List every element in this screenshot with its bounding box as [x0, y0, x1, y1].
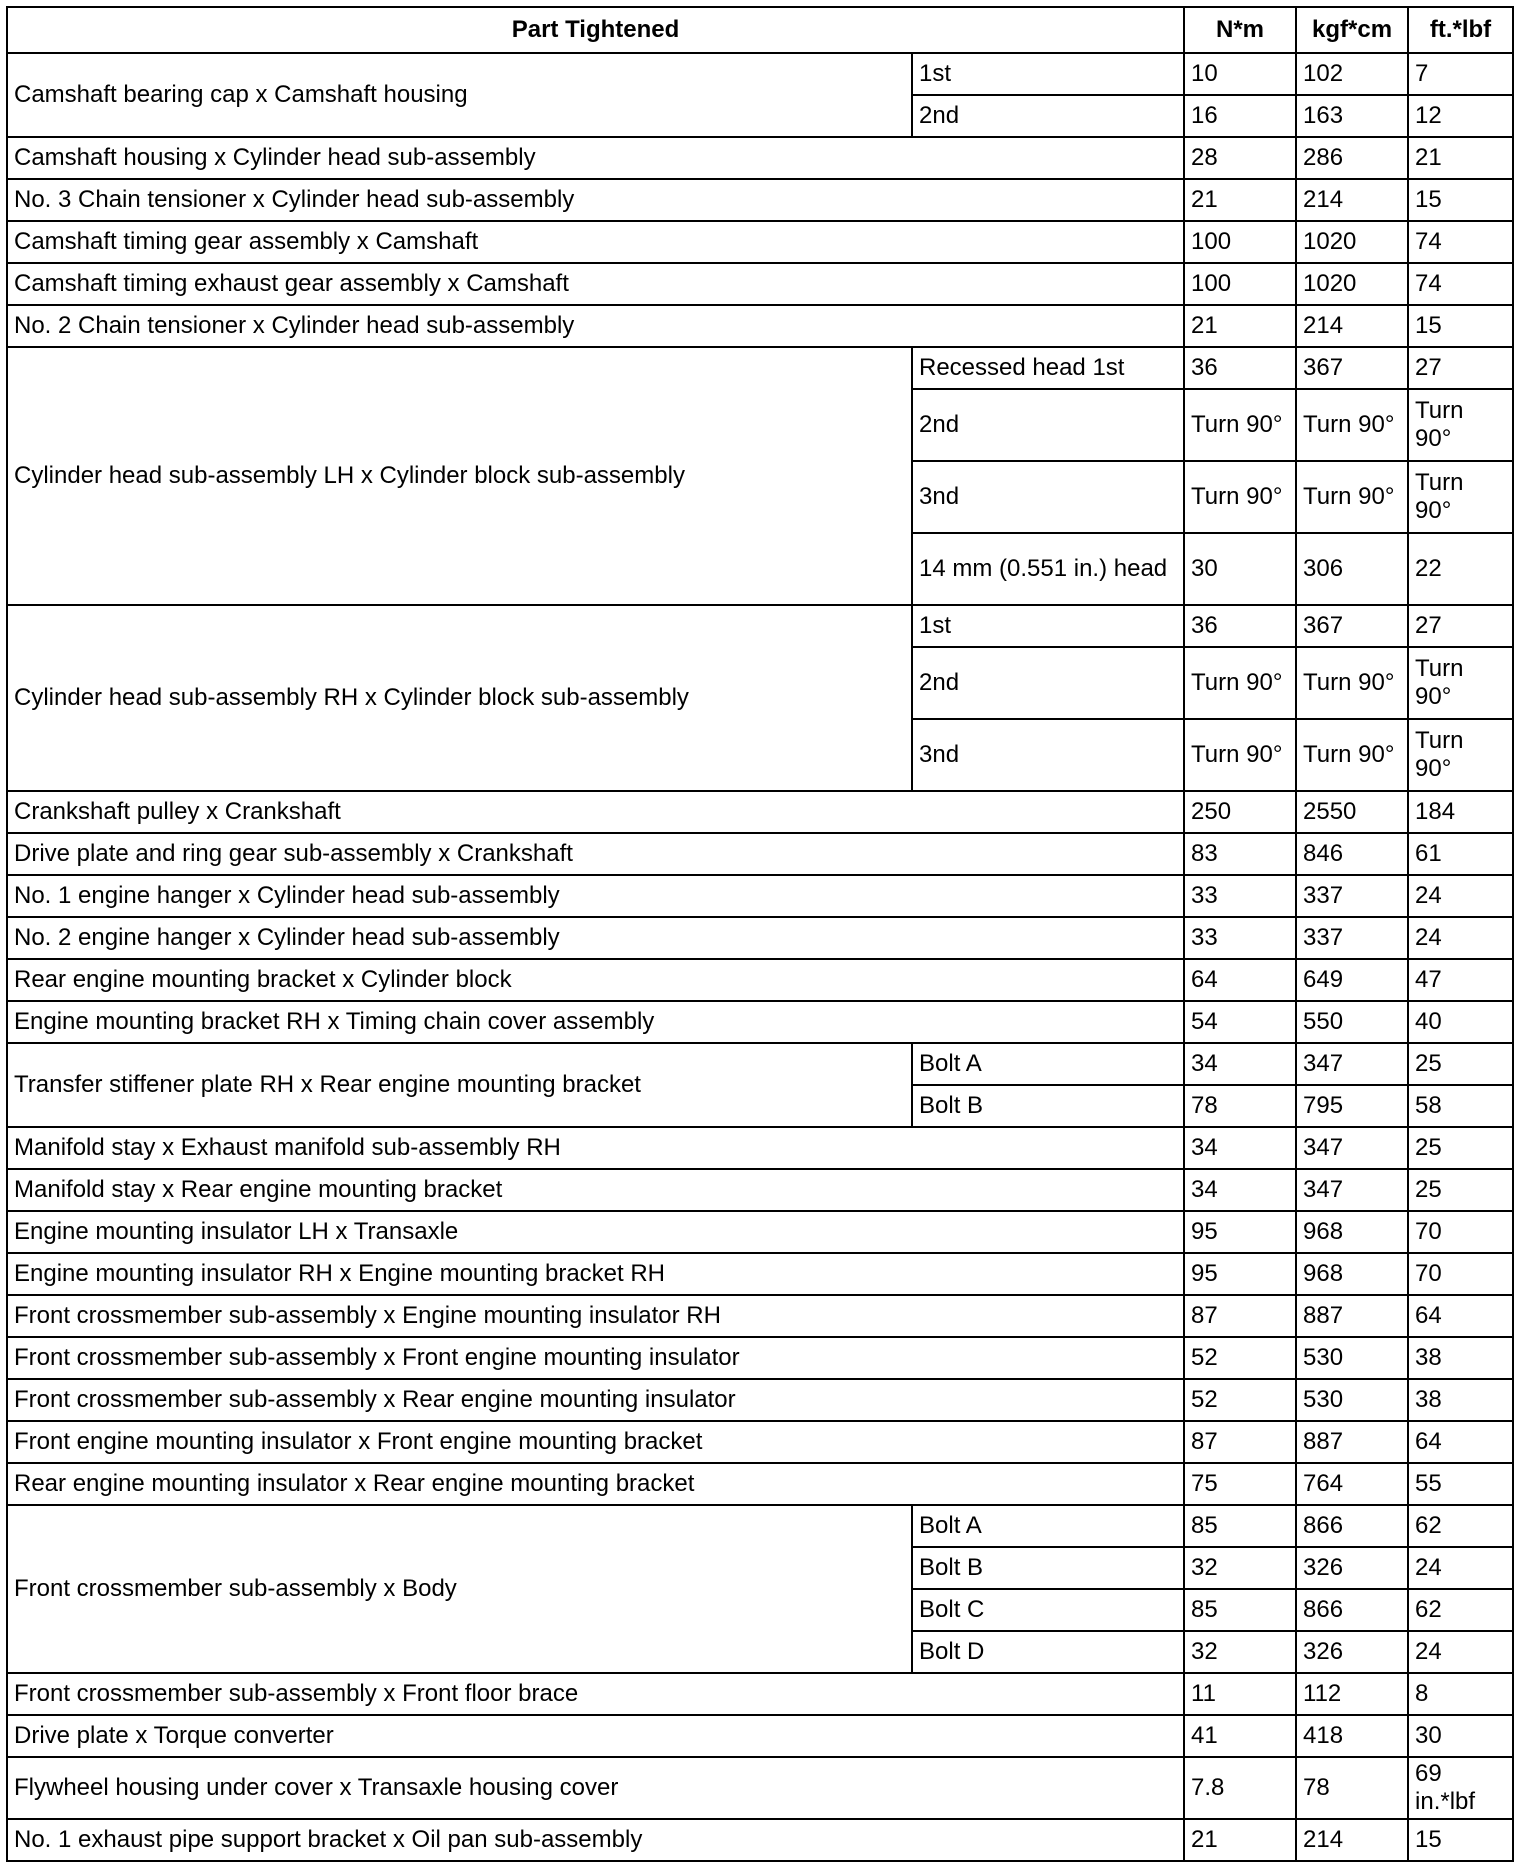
- table-row: [7, 1673, 1513, 1715]
- ft-lbf-cell: 55: [1408, 1463, 1513, 1505]
- part-cell: Rear engine mounting insulator x Rear engine mounting bracket: [7, 1463, 1184, 1505]
- kgf-cm-cell: 214: [1296, 305, 1408, 347]
- nm-cell: 85: [1184, 1505, 1296, 1547]
- ft-lbf-cell: 27: [1408, 347, 1513, 389]
- table-row: [7, 1211, 1513, 1253]
- nm-cell: 16: [1184, 95, 1296, 137]
- part-cell: Engine mounting bracket RH x Timing chain cover assembly: [7, 1001, 1184, 1043]
- kgf-cm-cell: 530: [1296, 1379, 1408, 1421]
- ft-lbf-cell: 7: [1408, 53, 1513, 95]
- kgf-cm-cell: 866: [1296, 1505, 1408, 1547]
- part-cell: Front crossmember sub-assembly x Body: [7, 1505, 912, 1673]
- table-row: [7, 917, 1513, 959]
- kgf-cm-cell: 337: [1296, 917, 1408, 959]
- nm-cell: 33: [1184, 875, 1296, 917]
- nm-cell: 30: [1184, 533, 1296, 605]
- part-cell: Transfer stiffener plate RH x Rear engine mounting bracket: [7, 1043, 912, 1127]
- header-nm: N*m: [1184, 7, 1296, 53]
- part-cell: No. 1 exhaust pipe support bracket x Oil pan sub-assembly: [7, 1819, 1184, 1861]
- ft-lbf-cell: 25: [1408, 1169, 1513, 1211]
- kgf-cm-cell: 102: [1296, 53, 1408, 95]
- ft-lbf-cell: 25: [1408, 1043, 1513, 1085]
- ft-lbf-cell: 24: [1408, 875, 1513, 917]
- kgf-cm-cell: 1020: [1296, 263, 1408, 305]
- ft-lbf-cell: 70: [1408, 1253, 1513, 1295]
- kgf-cm-cell: 866: [1296, 1589, 1408, 1631]
- step-cell: Bolt D: [912, 1631, 1184, 1673]
- part-cell: Engine mounting insulator RH x Engine mounting bracket RH: [7, 1253, 1184, 1295]
- ft-lbf-cell: 64: [1408, 1421, 1513, 1463]
- header-part-tightened: Part Tightened: [7, 7, 1184, 53]
- nm-cell: 85: [1184, 1589, 1296, 1631]
- step-cell: 2nd: [912, 95, 1184, 137]
- nm-cell: 95: [1184, 1211, 1296, 1253]
- part-cell: Camshaft bearing cap x Camshaft housing: [7, 53, 912, 137]
- part-cell: Front crossmember sub-assembly x Front engine mounting insulator: [7, 1337, 1184, 1379]
- kgf-cm-cell: 326: [1296, 1631, 1408, 1673]
- nm-cell: Turn 90°: [1184, 461, 1296, 533]
- kgf-cm-cell: 795: [1296, 1085, 1408, 1127]
- kgf-cm-cell: 968: [1296, 1253, 1408, 1295]
- nm-cell: 100: [1184, 221, 1296, 263]
- part-cell: Front crossmember sub-assembly x Rear engine mounting insulator: [7, 1379, 1184, 1421]
- nm-cell: 21: [1184, 179, 1296, 221]
- part-cell: Manifold stay x Exhaust manifold sub-assembly RH: [7, 1127, 1184, 1169]
- torque-specification-table: [6, 6, 1514, 1862]
- nm-cell: 64: [1184, 959, 1296, 1001]
- ft-lbf-cell: 21: [1408, 137, 1513, 179]
- kgf-cm-cell: 418: [1296, 1715, 1408, 1757]
- nm-cell: 41: [1184, 1715, 1296, 1757]
- ft-lbf-cell: 62: [1408, 1505, 1513, 1547]
- part-cell: Flywheel housing under cover x Transaxle housing cover: [7, 1757, 1184, 1819]
- kgf-cm-cell: 550: [1296, 1001, 1408, 1043]
- table-row: [7, 875, 1513, 917]
- kgf-cm-cell: 286: [1296, 137, 1408, 179]
- part-cell: Rear engine mounting bracket x Cylinder block: [7, 959, 1184, 1001]
- nm-cell: 95: [1184, 1253, 1296, 1295]
- part-cell: Camshaft timing exhaust gear assembly x Camshaft: [7, 263, 1184, 305]
- kgf-cm-cell: 306: [1296, 533, 1408, 605]
- nm-cell: 32: [1184, 1547, 1296, 1589]
- nm-cell: Turn 90°: [1184, 647, 1296, 719]
- kgf-cm-cell: 78: [1296, 1757, 1408, 1819]
- nm-cell: 11: [1184, 1673, 1296, 1715]
- ft-lbf-cell: 24: [1408, 1631, 1513, 1673]
- kgf-cm-cell: 1020: [1296, 221, 1408, 263]
- nm-cell: 100: [1184, 263, 1296, 305]
- table-row: [7, 1295, 1513, 1337]
- table-row: [7, 53, 1513, 95]
- table-row: [7, 1757, 1513, 1819]
- ft-lbf-cell: Turn 90°: [1408, 389, 1513, 461]
- kgf-cm-cell: 347: [1296, 1127, 1408, 1169]
- ft-lbf-cell: 70: [1408, 1211, 1513, 1253]
- ft-lbf-cell: 64: [1408, 1295, 1513, 1337]
- step-cell: Bolt C: [912, 1589, 1184, 1631]
- step-cell: 3nd: [912, 719, 1184, 791]
- nm-cell: 78: [1184, 1085, 1296, 1127]
- kgf-cm-cell: Turn 90°: [1296, 647, 1408, 719]
- nm-cell: 75: [1184, 1463, 1296, 1505]
- ft-lbf-cell: 15: [1408, 179, 1513, 221]
- ft-lbf-cell: 22: [1408, 533, 1513, 605]
- step-cell: Bolt A: [912, 1043, 1184, 1085]
- step-cell: 2nd: [912, 647, 1184, 719]
- ft-lbf-cell: 61: [1408, 833, 1513, 875]
- part-cell: Manifold stay x Rear engine mounting bracket: [7, 1169, 1184, 1211]
- ft-lbf-cell: 15: [1408, 1819, 1513, 1861]
- ft-lbf-cell: Turn 90°: [1408, 719, 1513, 791]
- kgf-cm-cell: 337: [1296, 875, 1408, 917]
- table-row: [7, 347, 1513, 389]
- table-row: [7, 1043, 1513, 1085]
- ft-lbf-cell: 27: [1408, 605, 1513, 647]
- kgf-cm-cell: 968: [1296, 1211, 1408, 1253]
- kgf-cm-cell: 764: [1296, 1463, 1408, 1505]
- part-cell: Engine mounting insulator LH x Transaxle: [7, 1211, 1184, 1253]
- kgf-cm-cell: 112: [1296, 1673, 1408, 1715]
- nm-cell: 7.8: [1184, 1757, 1296, 1819]
- part-cell: No. 2 engine hanger x Cylinder head sub-assembly: [7, 917, 1184, 959]
- nm-cell: 21: [1184, 305, 1296, 347]
- nm-cell: 87: [1184, 1421, 1296, 1463]
- table-row: [7, 1169, 1513, 1211]
- nm-cell: Turn 90°: [1184, 389, 1296, 461]
- kgf-cm-cell: 163: [1296, 95, 1408, 137]
- nm-cell: 10: [1184, 53, 1296, 95]
- step-cell: 1st: [912, 605, 1184, 647]
- table-row: [7, 1421, 1513, 1463]
- nm-cell: 21: [1184, 1819, 1296, 1861]
- table-row: [7, 137, 1513, 179]
- table-body: [7, 53, 1513, 1861]
- part-cell: Front crossmember sub-assembly x Engine mounting insulator RH: [7, 1295, 1184, 1337]
- table-row: [7, 1819, 1513, 1861]
- table-row: [7, 263, 1513, 305]
- step-cell: Bolt B: [912, 1547, 1184, 1589]
- step-cell: Recessed head 1st: [912, 347, 1184, 389]
- nm-cell: 34: [1184, 1043, 1296, 1085]
- ft-lbf-cell: Turn 90°: [1408, 461, 1513, 533]
- nm-cell: 32: [1184, 1631, 1296, 1673]
- kgf-cm-cell: 347: [1296, 1043, 1408, 1085]
- ft-lbf-cell: 12: [1408, 95, 1513, 137]
- table-header-row: [7, 7, 1513, 53]
- nm-cell: Turn 90°: [1184, 719, 1296, 791]
- nm-cell: 34: [1184, 1127, 1296, 1169]
- table-row: [7, 1001, 1513, 1043]
- kgf-cm-cell: 887: [1296, 1295, 1408, 1337]
- nm-cell: 33: [1184, 917, 1296, 959]
- ft-lbf-cell: 24: [1408, 1547, 1513, 1589]
- ft-lbf-cell: 74: [1408, 221, 1513, 263]
- ft-lbf-cell: 74: [1408, 263, 1513, 305]
- table-row: [7, 1715, 1513, 1757]
- part-cell: No. 3 Chain tensioner x Cylinder head sub-assembly: [7, 179, 1184, 221]
- nm-cell: 83: [1184, 833, 1296, 875]
- table-row: [7, 1127, 1513, 1169]
- part-cell: Drive plate x Torque converter: [7, 1715, 1184, 1757]
- header-kgf-cm: kgf*cm: [1296, 7, 1408, 53]
- ft-lbf-cell: 58: [1408, 1085, 1513, 1127]
- part-cell: Camshaft housing x Cylinder head sub-assembly: [7, 137, 1184, 179]
- nm-cell: 87: [1184, 1295, 1296, 1337]
- kgf-cm-cell: 2550: [1296, 791, 1408, 833]
- kgf-cm-cell: Turn 90°: [1296, 461, 1408, 533]
- ft-lbf-cell: 47: [1408, 959, 1513, 1001]
- ft-lbf-cell: 24: [1408, 917, 1513, 959]
- table-row: [7, 221, 1513, 263]
- part-cell: Crankshaft pulley x Crankshaft: [7, 791, 1184, 833]
- table-row: [7, 305, 1513, 347]
- table-row: [7, 833, 1513, 875]
- kgf-cm-cell: 846: [1296, 833, 1408, 875]
- table-row: [7, 1505, 1513, 1547]
- nm-cell: 36: [1184, 605, 1296, 647]
- nm-cell: 34: [1184, 1169, 1296, 1211]
- table-row: [7, 1463, 1513, 1505]
- step-cell: 1st: [912, 53, 1184, 95]
- kgf-cm-cell: 347: [1296, 1169, 1408, 1211]
- nm-cell: 52: [1184, 1337, 1296, 1379]
- ft-lbf-cell: Turn 90°: [1408, 647, 1513, 719]
- ft-lbf-cell: 62: [1408, 1589, 1513, 1631]
- part-cell: No. 2 Chain tensioner x Cylinder head sub-assembly: [7, 305, 1184, 347]
- table-row: [7, 1379, 1513, 1421]
- part-cell: Cylinder head sub-assembly LH x Cylinder block sub-assembly: [7, 347, 912, 605]
- kgf-cm-cell: 649: [1296, 959, 1408, 1001]
- nm-cell: 54: [1184, 1001, 1296, 1043]
- kgf-cm-cell: 530: [1296, 1337, 1408, 1379]
- ft-lbf-cell: 184: [1408, 791, 1513, 833]
- nm-cell: 36: [1184, 347, 1296, 389]
- kgf-cm-cell: Turn 90°: [1296, 719, 1408, 791]
- ft-lbf-cell: 25: [1408, 1127, 1513, 1169]
- ft-lbf-cell: 40: [1408, 1001, 1513, 1043]
- table-row: [7, 179, 1513, 221]
- ft-lbf-cell: 69 in.*lbf: [1408, 1757, 1513, 1819]
- table-row: [7, 791, 1513, 833]
- step-cell: 3nd: [912, 461, 1184, 533]
- part-cell: Front crossmember sub-assembly x Front floor brace: [7, 1673, 1184, 1715]
- header-ft-lbf: ft.*lbf: [1408, 7, 1513, 53]
- kgf-cm-cell: 214: [1296, 1819, 1408, 1861]
- ft-lbf-cell: 38: [1408, 1379, 1513, 1421]
- nm-cell: 28: [1184, 137, 1296, 179]
- ft-lbf-cell: 8: [1408, 1673, 1513, 1715]
- part-cell: Drive plate and ring gear sub-assembly x Crankshaft: [7, 833, 1184, 875]
- ft-lbf-cell: 15: [1408, 305, 1513, 347]
- step-cell: 2nd: [912, 389, 1184, 461]
- ft-lbf-cell: 30: [1408, 1715, 1513, 1757]
- table-row: [7, 959, 1513, 1001]
- kgf-cm-cell: 367: [1296, 347, 1408, 389]
- nm-cell: 250: [1184, 791, 1296, 833]
- step-cell: Bolt B: [912, 1085, 1184, 1127]
- kgf-cm-cell: 214: [1296, 179, 1408, 221]
- table-row: [7, 1253, 1513, 1295]
- part-cell: Front engine mounting insulator x Front engine mounting bracket: [7, 1421, 1184, 1463]
- kgf-cm-cell: 367: [1296, 605, 1408, 647]
- kgf-cm-cell: 887: [1296, 1421, 1408, 1463]
- table-row: [7, 605, 1513, 647]
- kgf-cm-cell: 326: [1296, 1547, 1408, 1589]
- kgf-cm-cell: Turn 90°: [1296, 389, 1408, 461]
- step-cell: Bolt A: [912, 1505, 1184, 1547]
- part-cell: Cylinder head sub-assembly RH x Cylinder block sub-assembly: [7, 605, 912, 791]
- step-cell: 14 mm (0.551 in.) head: [912, 533, 1184, 605]
- part-cell: No. 1 engine hanger x Cylinder head sub-assembly: [7, 875, 1184, 917]
- part-cell: Camshaft timing gear assembly x Camshaft: [7, 221, 1184, 263]
- ft-lbf-cell: 38: [1408, 1337, 1513, 1379]
- table-row: [7, 1337, 1513, 1379]
- nm-cell: 52: [1184, 1379, 1296, 1421]
